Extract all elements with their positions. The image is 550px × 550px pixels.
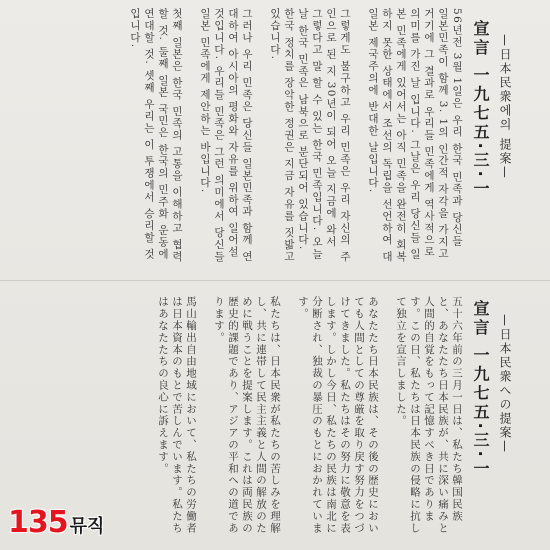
korean-title: 宣言 一九七五·三·一 <box>471 20 490 199</box>
logo-text: 뮤직 <box>69 516 105 537</box>
watermark-logo <box>8 505 104 540</box>
korean-body-text: 56년전 3월 1일은 우리 한국 민족과 당신들 일본민족이 함께 3. 1의 인간적 자각을 가지고 거기에 그 결과로 우리들 민족에게 역사적으로 의미를 가진 날 입니다. 그날은 우리 당신들 일본 민족에게 있어서는 아직 민족을 완전히 회복하지 못한 상태에서 조선의 독립을 선언하여 대 일본 제국주의에 반대한 날입니다. 그렇게도 불구하고 우리 민족은 우리 자신의 주인으로 된 지 30년이 되어 오늘 지금에 와서 그렇다고 말 할 수 있는 한국 민족입니다. 오늘날 한국 민족은 남북으로 분단되어 있습니다. 한국 정치를 장악한 정권은 지금 자유를 짓밟고 있습니다. 그러나 우리 민족은 당신들 일본민족과 함께 연대하여 아시아의 평화와 자유를 위하여 일어설 것입니다. 우리들 민족은 그런 의미에서 당신들 일본 민족에게 제안하는 바입니다. 첫째 일본은 한국 민족의 고통을 이해하고 협력할 것. 둘째 일본 국민은 한국의 민주화 운동에 연대할 것. 셋째 우리는 이 투쟁에서 승리할 것입니다. <box>129 8 463 263</box>
japanese-subtitle: —日本民衆への提案— <box>498 314 512 454</box>
logo-number: 135 <box>8 505 68 540</box>
section-divider <box>0 280 550 281</box>
japanese-body-text: 五十六年前の三月一日は、私たち韓国民族と、あなたたち日本民族が、共に深い痛みと人間的自覚をもって記憶すべき日であります。この日、私たちは日本民族の侵略に抗して独立を宣言しました。 あなたたち日本民族は、その後の歴史においても人間としての尊厳を取り戻す努力をつづけてきました。私たちはその努力に敬意を表します。しかし今日、私たちの民族は南北に分断され、独裁の暴圧のもとにおかれています。 私たちは、日本民衆が私たちの苦しみを理解し、共に連帯して民主主義と人間の解放のために戦うことを提案します。これは両民族の歴史的課題であり、アジアの平和への道であります。 馬山輸出自由地域において、私たちの労働者は日本資本のもとで苦しんでいます。私たちはあなたたちの良心に訴えます。 <box>157 296 463 534</box>
korean-subtitle: —日本民衆에의 提案— <box>498 34 512 180</box>
japanese-title: 宣言 一九七五·三·一 <box>471 300 490 479</box>
